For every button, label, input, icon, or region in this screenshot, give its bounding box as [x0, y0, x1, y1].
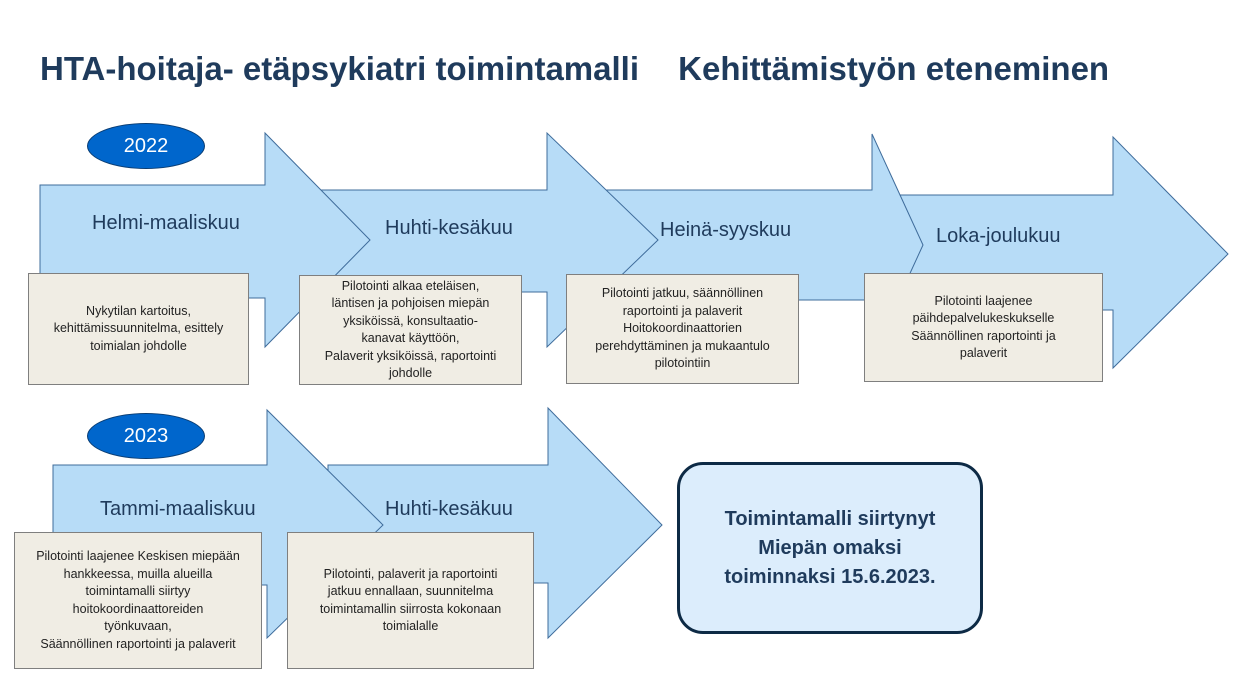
year-badge-2022: 2022 — [87, 123, 205, 169]
desc-line: toimialan johdolle — [90, 338, 187, 353]
desc-line: Pilotointi laajenee — [934, 293, 1033, 308]
title-main: HTA-hoitaja- etäpsykiatri toimintamalli — [40, 50, 639, 87]
phase-description-heina-syyskuu — [566, 274, 799, 384]
outcome-box — [677, 462, 983, 634]
phase-label-tammi-maaliskuu: Tammi-maaliskuu — [100, 498, 256, 520]
desc-line: työnkuvaan, — [104, 619, 172, 633]
phase-description-tammi-maaliskuu — [14, 532, 262, 669]
desc-line: hankkeessa, muilla alueilla — [63, 566, 213, 581]
desc-line: toimintamalli siirtyy — [85, 584, 191, 598]
phase-label-huhti-kesakuu-2023: Huhti-kesäkuu — [385, 498, 513, 520]
desc-line: kehittämissuunnitelma, esittely — [53, 321, 224, 336]
desc-line: Nykytilan kartoitus, — [86, 303, 191, 318]
desc-line: Pilotointi, palaverit ja raportointi — [323, 566, 498, 581]
desc-line: Pilotointi laajenee Keskisen miepään — [36, 549, 240, 563]
phase-label-huhti-kesakuu-2022: Huhti-kesäkuu — [385, 217, 513, 239]
desc-line: Säännöllinen raportointi ja — [911, 328, 1056, 343]
desc-line: Palaverit yksiköissä, raportointi — [324, 348, 497, 363]
year-badge-2023: 2023 — [87, 413, 205, 459]
desc-line: läntisen ja pohjoisen miepän — [331, 296, 490, 310]
outcome-line: Miepän omaksi — [758, 536, 902, 559]
phase-description-huhti-kesakuu-2023 — [287, 532, 534, 669]
outcome-line: toiminnaksi 15.6.2023. — [724, 565, 936, 588]
outcome-line: Toimintamalli siirtynyt — [724, 507, 936, 530]
desc-line: päihdepalvelukeskukselle — [912, 311, 1055, 325]
phase-label-helmi-maaliskuu: Helmi-maaliskuu — [92, 212, 240, 234]
phase-description-loka-joulukuu — [864, 273, 1103, 382]
phase-label-heina-syyskuu: Heinä-syyskuu — [660, 219, 792, 241]
phase-description-helmi-maaliskuu — [28, 273, 249, 385]
phase-label-loka-joulukuu: Loka-joulukuu — [936, 225, 1061, 247]
desc-line: raportointi ja palaverit — [622, 303, 743, 318]
desc-line: kanavat käyttöön, — [361, 331, 460, 345]
desc-line: Pilotointi alkaa eteläisen, — [341, 278, 480, 293]
desc-line: pilotointiin — [654, 356, 711, 371]
desc-line: jatkuu ennallaan, suunnitelma — [327, 584, 494, 598]
phase-description-huhti-kesakuu-2022 — [299, 275, 522, 385]
desc-line: perehdyttäminen ja mukaantulo — [595, 338, 770, 353]
desc-line: toimintamallin siirrosta kokonaan — [319, 601, 502, 616]
desc-line: Säännöllinen raportointi ja palaverit — [40, 636, 236, 651]
desc-line: hoitokoordinaattoreiden — [72, 601, 204, 616]
desc-line: johdolle — [388, 366, 433, 380]
title-secondary: Kehittämistyön eteneminen — [678, 50, 1110, 87]
desc-line: palaverit — [959, 346, 1008, 360]
desc-line: toimialalle — [382, 619, 439, 633]
desc-line: Hoitokoordinaattorien — [623, 321, 742, 336]
desc-line: yksiköissä, konsultaatio- — [343, 313, 478, 328]
desc-line: Pilotointi jatkuu, säännöllinen — [601, 286, 764, 301]
